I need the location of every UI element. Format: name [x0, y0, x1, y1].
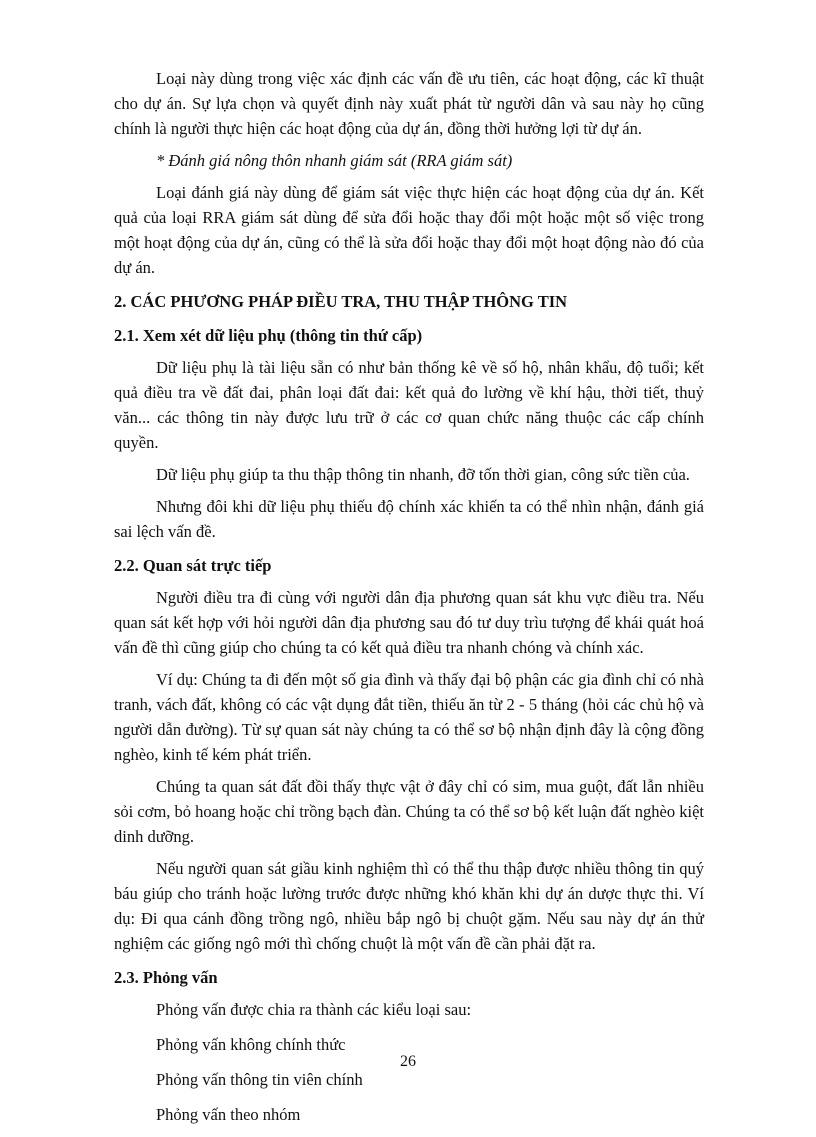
section-2-title: 2. CÁC PHƯƠNG PHÁP ĐIỀU TRA, THU THẬP THÔNG TIN — [114, 292, 568, 311]
rra-subheading: * Đánh giá nông thôn nhanh giám sát (RRA giám sát) — [156, 151, 513, 170]
paragraph-2-2-d: Nếu người quan sát giầu kinh nghiệm thì có thể thu thập được nhiều thông tin quý báu giúp cho tránh hoặc lường trước được những khó khăn khi dự án dược thực thi. Ví dụ: Đi qua cánh đồng trồng ngô, nhiều bắp ngô bị chuột gặm. Nếu sau này dự án thử nghiệm các giống ngô mới thì chống chuột là một vấn đề cần phải đặt ra. — [114, 859, 704, 953]
section-2-2-title: 2.2. Quan sát trực tiếp — [114, 556, 272, 575]
paragraph-2-2-c: Chúng ta quan sát đất đồi thấy thực vật ở đây chỉ có sim, mua guột, đất lẫn nhiều sỏi cơm, bỏ hoang hoặc chỉ trồng bạch đàn. Chúng ta có thể sơ bộ kết luận đất nghèo kiệt dinh dưỡng. — [114, 777, 704, 846]
paragraph-intro: Loại này dùng trong việc xác định các vấn đề ưu tiên, các hoạt động, các kĩ thuật cho dự án. Sự lựa chọn và quyết định này xuất phát từ người dân và sau này họ cũng chính là người thực hiện các hoạt động của dự án, đồng thời hưởng lợi từ dự án. — [114, 69, 704, 138]
section-2-1-title: 2.1. Xem xét dữ liệu phụ (thông tin thứ cấp) — [114, 326, 423, 345]
page-number: 26 — [400, 1053, 416, 1070]
section-2-3-title: 2.3. Phỏng vấn — [114, 968, 218, 987]
list-item: Phỏng vấn theo nhóm — [156, 1105, 301, 1124]
paragraph-2-1-b: Dữ liệu phụ giúp ta thu thập thông tin nhanh, đỡ tốn thời gian, công sức tiền của. — [156, 465, 690, 484]
paragraph-rra: Loại đánh giá này dùng để giám sát việc thực hiện các hoạt động của dự án. Kết quả của loại RRA giám sát dùng để sửa đổi hoặc thay đổi một hoặc một số việc trong một hoạt động của dự án, cũng có thể là sửa đổi hoặc thay đổi một hoạt động nào đó của dự án. — [114, 183, 704, 277]
paragraph-2-2-a: Người điều tra đi cùng với người dân địa phương quan sát khu vực điều tra. Nếu quan sát kết hợp với hỏi người dân địa phương sau đó tư duy trìu tượng để khái quát hoá vấn đề thì cũng giúp cho chúng ta có kết quả điều tra nhanh chóng và chính xác. — [114, 588, 704, 657]
list-item: Phỏng vấn thông tin viên chính — [156, 1070, 363, 1089]
paragraph-2-1-a: Dữ liệu phụ là tài liệu sẵn có như bản thống kê về số hộ, nhân khẩu, độ tuổi; kết quả điều tra về đất đai, phân loại đất đai: kết quả đo lường về khí hậu, thời tiết, thuỷ văn... các thông tin này được lưu trữ ở các cơ quan chức năng thuộc các cấp chính quyền. — [114, 358, 704, 452]
paragraph-2-3-intro: Phỏng vấn được chia ra thành các kiểu loại sau: — [156, 1000, 472, 1019]
document-body — [114, 66, 704, 1137]
paragraph-2-1-c: Nhưng đôi khi dữ liệu phụ thiếu độ chính xác khiến ta có thể nhìn nhận, đánh giá sai lệch vấn đề. — [114, 497, 704, 541]
paragraph-2-2-b: Ví dụ: Chúng ta đi đến một số gia đình và thấy đại bộ phận các gia đình chỉ có nhà tranh, vách đất, không có các vật dụng đắt tiền, thiếu ăn từ 2 - 5 tháng (hỏi các chủ hộ và người dẫn đường). Từ sự quan sát này chúng ta có thể sơ bộ nhận định đây là cộng đồng nghèo, kinh tế kém phát triển. — [114, 670, 704, 764]
list-item: Phỏng vấn không chính thức — [156, 1035, 346, 1054]
